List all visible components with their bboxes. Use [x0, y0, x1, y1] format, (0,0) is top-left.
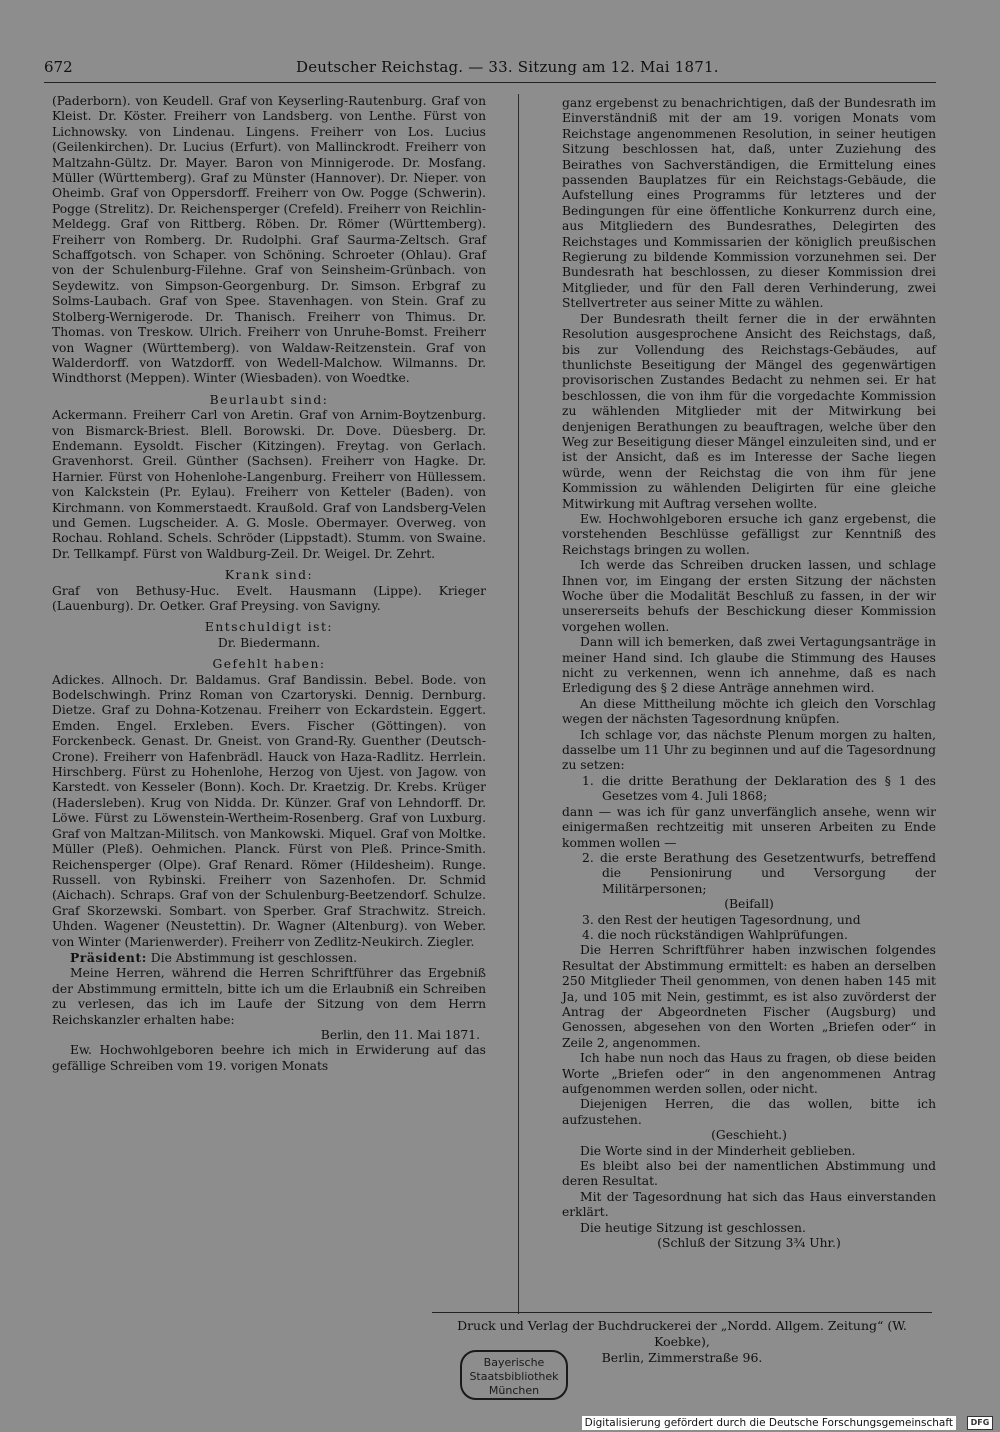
- section-heading: Gefehlt haben:: [212, 657, 326, 672]
- stamp-line-1: Bayerische: [483, 1356, 545, 1369]
- agenda-item: 3. den Rest der heutigen Tagesordnung, und: [582, 912, 861, 927]
- centered-line: Dr. Biedermann.: [217, 635, 321, 650]
- right-column: [562, 96, 936, 1251]
- stamp-line-3: München: [488, 1384, 540, 1397]
- paragraph: Der Bundesrath theilt ferner die in der erwähnten Resolution ausgesprochene Ansicht des Reichstags, daß, bis zur Vollendung des Reichstags-Gebäudes, auf thunlichste Beseitigung der Mängel des gegenwärtigen provisorischen Zustandes Bedacht zu nehmen sei. Er hat beschlossen, die von ihm für die vorgedachte Kommission zu wählenden Mitglieder mit der Mitwirkung bei denjenigen Berathungen zu beauftragen, welche über den Weg zur Beseitigung dieser Mängel einzuleiten sind, und er ist der Ansicht, daß es im Interesse der Sache liegen würde, wenn der Reichstag die von ihm für jene Kommission zu wählenden Deligirten für eine gleiche Mitwirkung mit Auftrag versehen wollte.: [562, 311, 936, 511]
- paragraph: Es bleibt also bei der namentlichen Abstimmung und deren Resultat.: [562, 1159, 936, 1189]
- paragraph: Ich habe nun noch das Haus zu fragen, ob diese beiden Worte „Briefen oder“ in den angenommenen Antrag aufgenommen werden sollen, oder nicht.: [562, 1051, 936, 1096]
- paragraph: Ew. Hochwohlgeboren beehre ich mich in Erwiderung auf das gefällige Schreiben vom 19. vorigen Monats: [52, 1043, 486, 1073]
- paragraph: Ackermann. Freiherr Carl von Aretin. Graf von Arnim-Boytzenburg. von Bismarck-Briest. Blell. Borowski. Dr. Dove. Düesberg. Dr. Endemann. Eysoldt. Fischer (Kitzingen). Freytag. von Gerlach. Gravenhorst. Greil. Günther (Sachsen). Freiherr von Hagke. Dr. Harnier. Fürst von Hohenlohe-Langenburg. Freiherr von Hüllessem. von Kalckstein (Pr. Eylau). Freiherr von Ketteler (Baden). von Kirchmann. von Kommerstaedt. Kraußold. Graf von Landsberg-Velen und Gemen. Lugscheider. A. G. Mosle. Obermayer. Overweg. von Rochau. Rohland. Schels. Schröder (Lippstadt). Stumm. von Swaine. Dr. Tellkampf. Fürst von Waldburg-Zeil. Dr. Weigel. Dr. Zehrt.: [52, 408, 486, 561]
- centered-line: (Schluß der Sitzung 3¾ Uhr.): [657, 1236, 841, 1251]
- paragraph: Ich werde das Schreiben drucken lassen, und schlage Ihnen vor, im Eingang der ersten Sitzung der nächsten Woche über die Modalität Beschluß zu fassen, in der wir unsererseits behufs der Beschickung dieser Kommission vorgehen wollen.: [562, 558, 936, 634]
- speaker-name: Präsident:: [70, 949, 147, 965]
- paragraph: Graf von Bethusy-Huc. Evelt. Hausmann (Lippe). Krieger (Lauenburg). Dr. Oetker. Graf Preysing. von Savigny.: [52, 583, 486, 613]
- centered-line: (Geschieht.): [711, 1128, 787, 1143]
- speaker-text: Die Abstimmung ist geschlossen.: [150, 950, 358, 965]
- paragraph: Diejenigen Herren, die das wollen, bitte ich aufzustehen.: [562, 1097, 936, 1127]
- dfg-logo-icon: DFG: [967, 1416, 993, 1430]
- paragraph: Die Herren Schriftführer haben inzwischen folgendes Resultat der Abstimmung ermittelt: es haben an derselben 250 Mitglieder Theil genommen, von denen haben 145 mit Ja, und 105 mit Nein, gestimmt, es ist also zuvörderst der Antrag der Abgeordneten Fischer (Augsburg) und Genossen, abgesehen von den Worten „Briefen oder“ in Zeile 2, angenommen.: [562, 943, 936, 1050]
- page-header: [44, 58, 934, 80]
- imprint-line-2: Berlin, Zimmerstraße 96.: [601, 1350, 763, 1365]
- agenda-item: 4. die noch rückständigen Wahlprüfungen.: [582, 927, 848, 942]
- library-stamp: [460, 1350, 568, 1400]
- paragraph: Die Worte sind in der Minderheit geblieben.: [580, 1143, 856, 1158]
- paragraph: Adickes. Allnoch. Dr. Baldamus. Graf Bandissin. Bebel. Bode. von Bodelschwingh. Prinz Roman von Czartoryski. Dennig. Dernburg. Dietze. Graf zu Dohna-Kotzenau. Freiherr von Eckardstein. Eggert. Emden. Engel. Erxleben. Evers. Fischer (Göttingen). von Forckenbeck. Genast. Dr. Gneist. von Grand-Ry. Guenther (Deutsch-Crone). Freiherr von Hafenbrädl. Hauck von Haza-Radlitz. Herrlein. Hirschberg. Fürst zu Hohenlohe, Herzog von Ujest. von Jagow. von Karstedt. von Kesseler (Bonn). Koch. Dr. Kraetzig. Dr. Krebs. Krüger (Hadersleben). Krug von Nidda. Dr. Künzer. Graf von Lehndorff. Dr. Löwe. Fürst zu Löwenstein-Wertheim-Rosenberg. Graf von Luxburg. Graf von Maltzan-Militsch. von Mankowski. Miquel. Graf von Moltke. Müller (Pleß). Oehmichen. Planck. Fürst von Pleß. Prince-Smith. Reichensperger (Olpe). Graf Renard. Römer (Hildesheim). Runge. Russell. von Rybinski. Freiherr von Sazenhofen. Dr. Schmid (Aichach). Schraps. Graf von der Schulenburg-Beetzendorf. Schulze. Graf Skorzewski. Sombart. von Sperber. Graf Strachwitz. Streich. Uhden. Wagener (Neustettin). Dr. Wagner (Altenburg). von Weber. von Winter (Marienwerder). Freiherr von Zedlitz-Neukirch. Ziegler.: [52, 672, 486, 949]
- agenda-item: 1. die dritte Berathung der Deklaration des § 1 des Gesetzes vom 4. Juli 1868;: [582, 773, 936, 804]
- paragraph: Dann will ich bemerken, daß zwei Vertagungsanträge in meiner Hand sind. Ich glaube die Stimmung des Hauses nicht zu verkennen, wenn ich annehme, daß es nach Erledigung des § 2 diese Anträge annehmen wird.: [562, 635, 936, 696]
- header-rule: [44, 82, 936, 83]
- agenda-item: 2. die erste Berathung des Gesetzentwurfs, betreffend die Pensionirung und Versorgung der Militärpersonen;: [582, 850, 936, 896]
- paragraph: Meine Herren, während die Herren Schriftführer das Ergebniß der Abstimmung ermitteln, bitte ich um die Erlaubniß ein Schreiben zu verlesen, das ich im Laufe der Sitzung von dem Herrn Reichskanzler erhalten habe:: [52, 966, 486, 1027]
- stamp-line-2: Staatsbibliothek: [469, 1370, 559, 1383]
- speaker-paragraph: [52, 950, 486, 966]
- left-column: [52, 94, 486, 1074]
- page-number: 672: [44, 58, 73, 76]
- paragraph: dann — was ich für ganz unverfänglich ansehe, wenn wir einigermaßen rechtzeitig mit unseren Arbeiten zu Ende kommen wollen —: [562, 804, 936, 850]
- section-heading: Beurlaubt sind:: [209, 392, 329, 407]
- section-heading: Krank sind:: [224, 568, 314, 583]
- running-title: Deutscher Reichstag. — 33. Sitzung am 12. Mai 1871.: [296, 58, 719, 76]
- imprint-line-1: Druck und Verlag der Buchdruckerei der „Nordd. Allgem. Zeitung“ (W. Koebke),: [457, 1318, 907, 1349]
- footer-rule: [432, 1312, 932, 1313]
- dateline: Berlin, den 11. Mai 1871.: [320, 1027, 480, 1042]
- centered-line: (Beifall): [724, 897, 774, 912]
- funding-credit: Digitalisierung gefördert durch die Deutsche Forschungsgemeinschaft: [582, 1416, 956, 1430]
- paragraph: (Paderborn). von Keudell. Graf von Keyserling-Rautenburg. Graf von Kleist. Dr. Köster. Freiherr von Landsberg. von Lenthe. Fürst von Lichnowsky. von Lindenau. Lingens. Freiherr von Los. Lucius (Geilenkirchen). Dr. Lucius (Erfurt). von Mallinckrodt. Freiherr von Maltzahn-Gültz. Dr. Mayer. Baron von Minnigerode. Dr. Mosfang. Müller (Württemberg). Graf zu Münster (Hannover). Dr. Nieper. von Oheimb. Graf von Oppersdorff. Freiherr von Ow. Pogge (Schwerin). Pogge (Strelitz). Dr. Reichensperger (Crefeld). Freiherr von Reichlin-Meldegg. Graf von Rittberg. Röben. Dr. Römer (Württemberg). Freiherr von Romberg. Dr. Rudolphi. Graf Saurma-Zeltsch. Graf Schaffgotsch. von Schaper. von Schöning. Schroeter (Ohlau). Graf von der Schulenburg-Filehne. Graf von Seinsheim-Grünbach. von Seydewitz. von Simpson-Georgenburg. Dr. Simson. Erbgraf zu Solms-Laubach. Graf von Spee. Stavenhagen. von Stein. Graf zu Stolberg-Wernigerode. Dr. Thanisch. Freiherr von Thimus. Dr. Thomas. von Treskow. Ulrich. Freiherr von Unruhe-Bomst. Freiherr von Wagner (Württemberg). von Waldaw-Reitzenstein. Graf von Walderdorff. von Watzdorff. von Wedell-Malchow. Wilmanns. Dr. Windthorst (Meppen). Winter (Wiesbaden). von Woedtke.: [52, 94, 486, 386]
- paragraph: ganz ergebenst zu benachrichtigen, daß der Bundesrath im Einverständniß mit der am 19. vorigen Monats vom Reichstage angenommenen Resolution, in seiner heutigen Sitzung beschlossen hat, daß, unter Zuziehung des Beirathes von Sachverständigen, die Ermittelung eines passenden Bauplatzes für ein Reichstags-Gebäude, die Aufstellung eines Programms für letzteres und der Bedingungen für eine öffentliche Konkurrenz durch eine, aus Mitgliedern des Bundesrathes, Delegirten des Reichstages und Kommissarien der königlich preußischen Regierung zu bildende Kommission vorzunehmen sei. Der Bundesrath hat beschlossen, zu dieser Kommission drei Mitglieder, und für den Fall deren Verhinderung, zwei Stellvertreter aus seiner Mitte zu wählen.: [562, 96, 936, 311]
- paragraph: An diese Mittheilung möchte ich gleich den Vorschlag wegen der nächsten Tagesordnung knüpfen.: [562, 696, 936, 727]
- paragraph: Die heutige Sitzung ist geschlossen.: [580, 1220, 806, 1235]
- paragraph: Ich schlage vor, das nächste Plenum morgen zu halten, dasselbe um 11 Uhr zu beginnen und auf die Tagesordnung zu setzen:: [562, 727, 936, 773]
- column-divider: [518, 94, 519, 1314]
- paragraph: Mit der Tagesordnung hat sich das Haus einverstanden erklärt.: [562, 1189, 936, 1220]
- section-heading: Entschuldigt ist:: [204, 620, 334, 635]
- paragraph: Ew. Hochwohlgeboren ersuche ich ganz ergebenst, die vorstehenden Beschlüsse gefälligst zur Kenntniß des Reichstags bringen zu wollen.: [562, 511, 936, 557]
